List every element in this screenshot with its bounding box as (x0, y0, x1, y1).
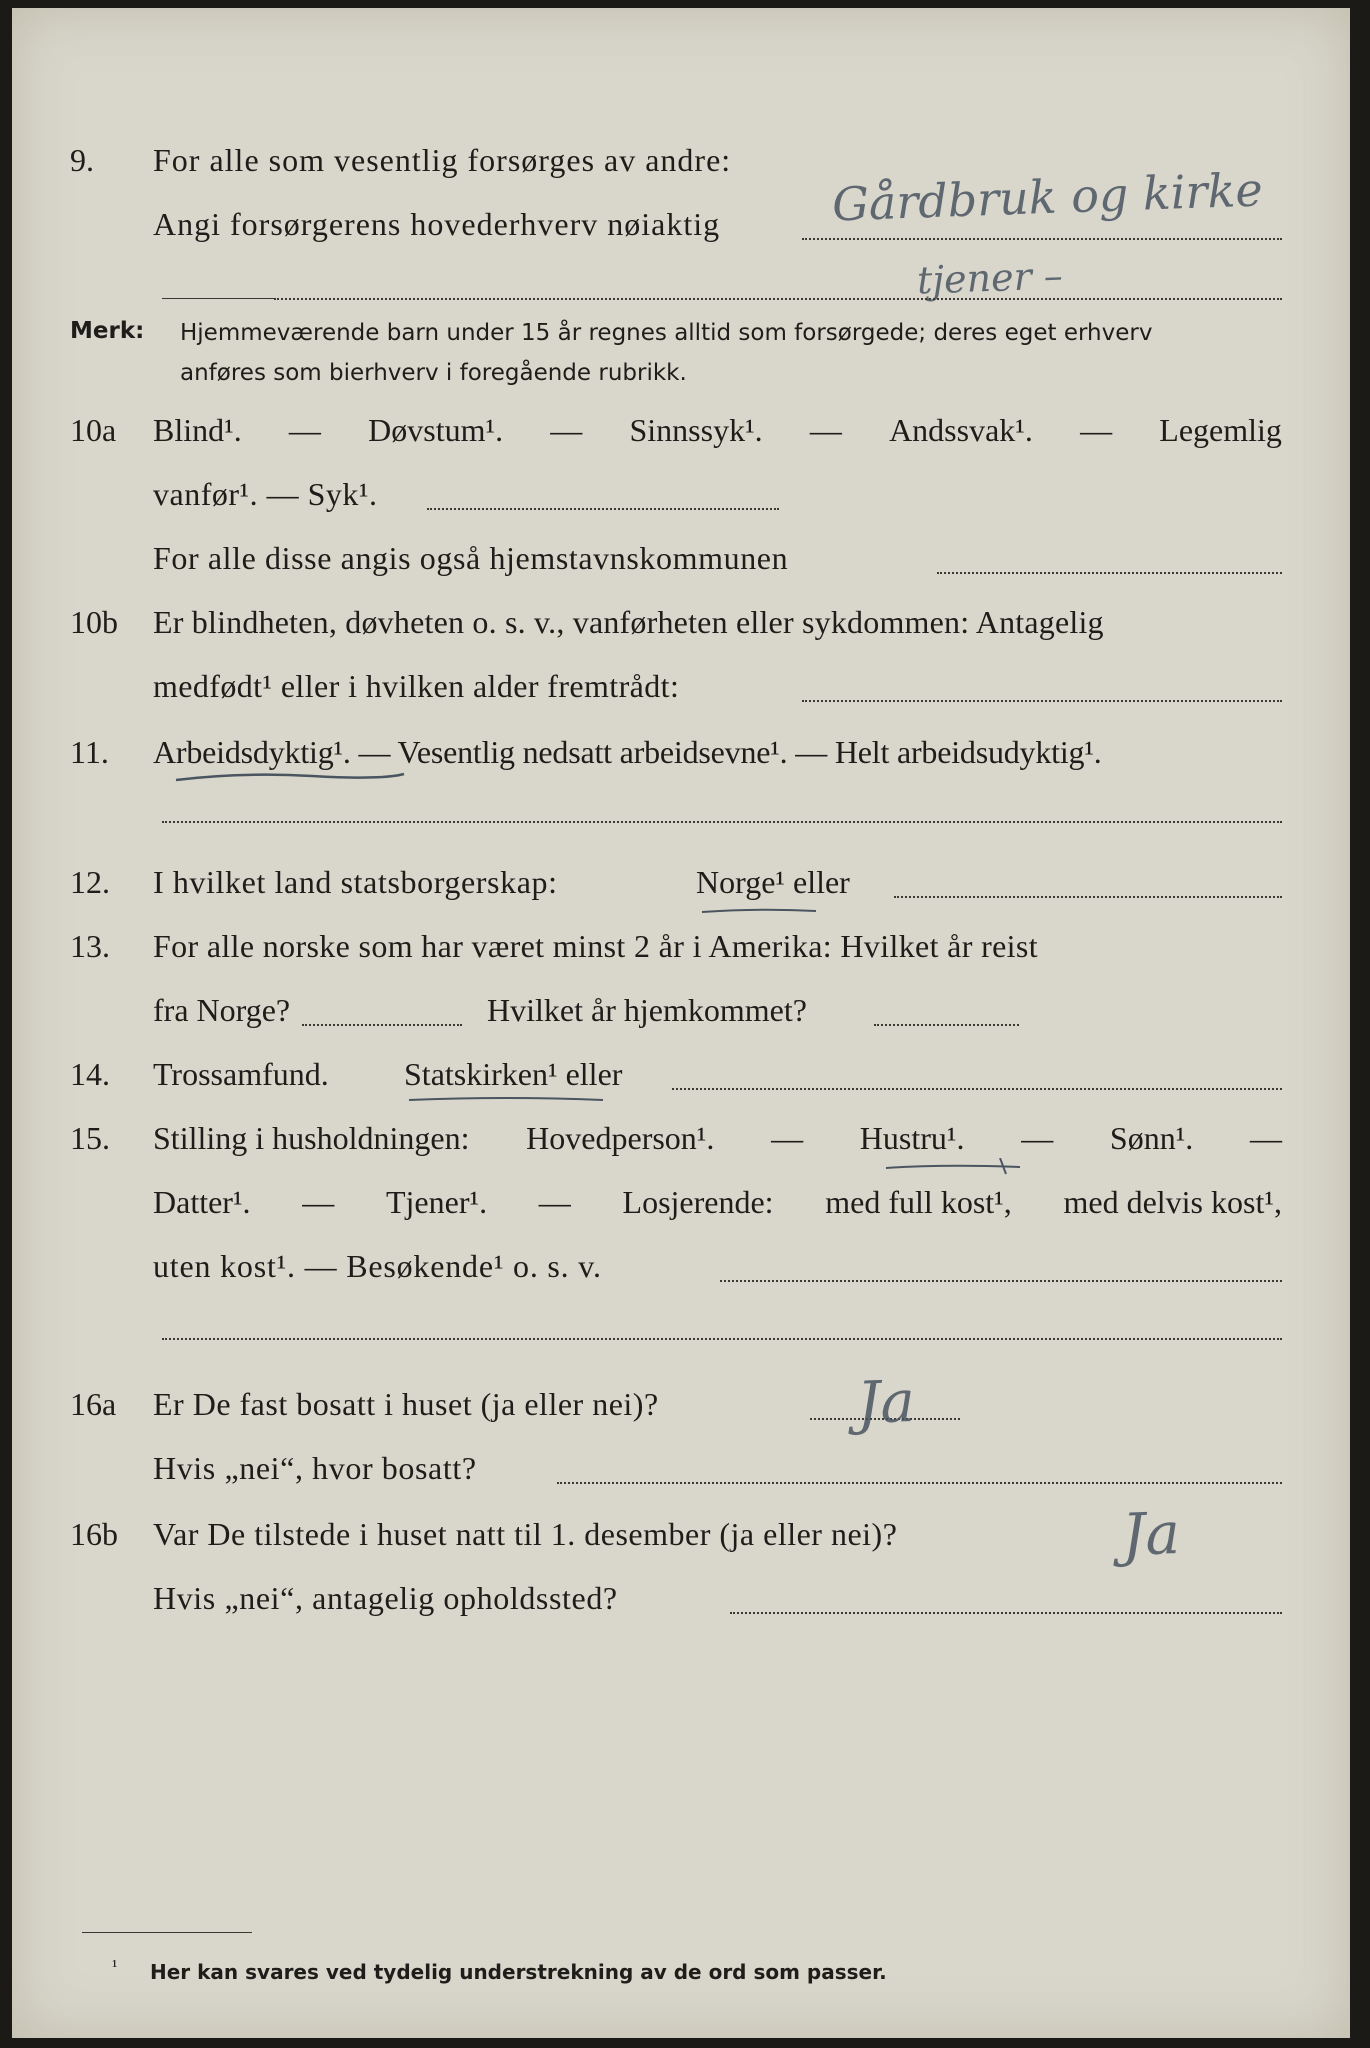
q13-hjemkommet-line[interactable] (874, 1024, 1019, 1026)
option-full-kost[interactable]: med full kost¹, (825, 1184, 1012, 1220)
q16a-number: 16a (70, 1386, 117, 1422)
q11-handwritten-underline (172, 768, 412, 788)
q16b-opholdssted-line[interactable] (730, 1612, 1282, 1614)
option-legemlig[interactable]: Legemlig (1159, 412, 1282, 448)
option-tjener[interactable]: Tjener¹. (385, 1184, 488, 1220)
q9-text1: For alle som vesentlig forsørges av andre: (153, 142, 732, 178)
footnote-text: Her kan svares ved tydelig understrekning av de ord som passer. (150, 1960, 887, 1984)
q9-handwritten-answer2: tjener – (916, 253, 1064, 303)
option-blind[interactable]: Blind¹. (153, 412, 242, 448)
dash: — (809, 412, 842, 448)
q9-handwritten-answer1: Gårdbruk og kirke (831, 162, 1264, 232)
q16b-number: 16b (70, 1516, 118, 1552)
footnote-rule (82, 1932, 252, 1933)
q14-number: 14. (70, 1056, 110, 1092)
q11-number: 11. (70, 734, 109, 770)
footnote-mark: ¹ (112, 1956, 118, 1976)
q13-text2b: Hvilket år hjemkommet? (487, 992, 807, 1028)
option-datter[interactable]: Datter¹. (153, 1184, 251, 1220)
option-sinnssyk[interactable]: Sinnssyk¹. (629, 412, 763, 448)
option-andssvak[interactable]: Andssvak¹. (889, 412, 1033, 448)
q16b-text2: Hvis „nei“, antagelig opholdssted? (153, 1580, 618, 1616)
q15-answer-line[interactable] (720, 1280, 1282, 1282)
q9-short-rule (162, 298, 274, 299)
q10b-answer-line[interactable] (802, 700, 1282, 702)
q16a-bosatt-line[interactable] (557, 1482, 1282, 1484)
census-form-page (12, 8, 1350, 2038)
dash: — (1250, 1120, 1282, 1156)
option-dovstum[interactable]: Døvstum¹. (368, 412, 504, 448)
q16b-text1: Var De tilstede i huset natt til 1. desember (ja eller nei)? (153, 1516, 898, 1552)
q10a-number: 10a (70, 412, 117, 448)
option-hustru[interactable]: Hustru¹. (859, 1120, 965, 1156)
dash: — (538, 1184, 571, 1220)
q12-number: 12. (70, 864, 110, 900)
q16a-handwritten-answer: Ja (855, 1367, 917, 1437)
option-hovedperson[interactable]: Hovedperson¹. (526, 1120, 715, 1156)
q15-number: 15. (70, 1120, 110, 1156)
merk-text2: anføres som bierhverv i foregående rubrikk. (180, 360, 687, 386)
q10a-syk-line[interactable] (427, 508, 779, 510)
q15-text3: uten kost¹. — Besøkende¹ o. s. v. (153, 1248, 602, 1284)
q10b-text1: Er blindheten, døvheten o. s. v., vanførheten eller sykdommen: Antagelig (153, 604, 1104, 640)
q10a-text3: For alle disse angis også hjemstavnskommunen (153, 540, 789, 576)
merk-label: Merk: (70, 318, 145, 344)
q9-continuation-line[interactable] (274, 298, 1282, 300)
q15-text2 (153, 1182, 1282, 1222)
q11-text1: Arbeidsdyktig¹. — Vesentlig nedsatt arbeidsevne¹. — Helt arbeidsudyktig¹. (153, 734, 1102, 770)
q14-choice[interactable]: Statskirken¹ eller (404, 1056, 623, 1092)
q10b-text2: medfødt¹ eller i hvilken alder fremtrådt: (153, 668, 680, 704)
dash: — (302, 1184, 335, 1220)
merk-text1: Hjemmeværende barn under 15 år regnes alltid som forsørgede; deres eget erhverv (180, 320, 1153, 346)
q13-text1: For alle norske som har været minst 2 år i Amerika: Hvilket år reist (153, 928, 1038, 964)
q9-number: 9. (70, 142, 94, 178)
dash: — (550, 412, 583, 448)
q13-text2a: fra Norge? (153, 992, 291, 1028)
q12-handwritten-underline (700, 904, 820, 918)
q16a-text1: Er De fast bosatt i huset (ja eller nei)? (153, 1386, 659, 1422)
dash: — (771, 1120, 804, 1156)
q9-text2: Angi forsørgerens hovederhverv nøiaktig (153, 206, 721, 242)
q12-text1: I hvilket land statsborgerskap: (153, 864, 558, 900)
q15-continuation-line[interactable] (162, 1338, 1282, 1340)
q15-handwritten-underline (884, 1158, 1024, 1178)
q11-answer-line[interactable] (162, 821, 1282, 823)
q16b-handwritten-answer: Ja (1120, 1499, 1182, 1569)
q14-text1a: Trossamfund. (153, 1056, 329, 1092)
q12-answer-line[interactable] (894, 896, 1282, 898)
q10a-text1 (153, 410, 1282, 450)
dash: — (288, 412, 321, 448)
option-sonn[interactable]: Sønn¹. (1109, 1120, 1194, 1156)
q9-answer-line[interactable] (802, 238, 1282, 240)
q16a-text2: Hvis „nei“, hvor bosatt? (153, 1450, 477, 1486)
q14-handwritten-underline (407, 1092, 607, 1106)
label-losjerende: Losjerende: (622, 1184, 774, 1220)
q13-reist-line[interactable] (302, 1024, 462, 1026)
q14-answer-line[interactable] (672, 1088, 1282, 1090)
q13-number: 13. (70, 928, 110, 964)
q10a-text2: vanfør¹. — Syk¹. (153, 476, 378, 512)
q15-label: Stilling i husholdningen: (153, 1120, 470, 1156)
dash: — (1080, 412, 1113, 448)
dash: — (1021, 1120, 1054, 1156)
q15-text1 (153, 1118, 1282, 1158)
q10b-number: 10b (70, 604, 118, 640)
option-delvis-kost[interactable]: med delvis kost¹, (1063, 1184, 1282, 1220)
q12-choice[interactable]: Norge¹ eller (696, 864, 850, 900)
q10a-hjemstavn-line[interactable] (937, 572, 1282, 574)
